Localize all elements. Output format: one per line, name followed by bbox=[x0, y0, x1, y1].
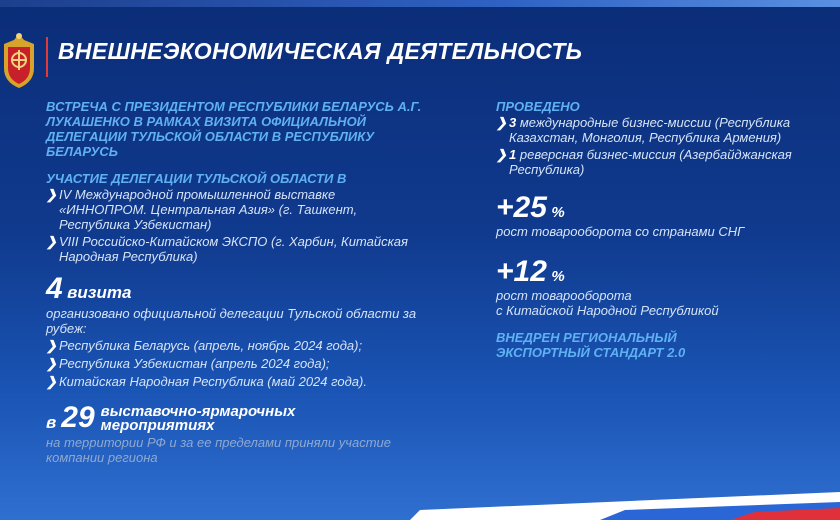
events-description: на территории РФ и за ее пределами приняли участие компании региона bbox=[46, 435, 391, 465]
stat-cis-unit: % bbox=[551, 204, 565, 221]
export-standard-heading: ВНЕДРЕН РЕГИОНАЛЬНЫЙ ЭКСПОРТНЫЙ СТАНДАРТ 2.0 bbox=[496, 330, 686, 360]
events-word: выставочно-ярмарочных мероприятиях bbox=[100, 403, 296, 434]
chevron-right-icon: ❯ bbox=[46, 187, 57, 202]
chevron-right-icon: ❯ bbox=[46, 356, 57, 371]
stat-cis-value: +25 bbox=[496, 191, 547, 224]
chevron-right-icon: ❯ bbox=[496, 147, 507, 162]
stat-china bbox=[496, 257, 836, 287]
events-prefix: в bbox=[46, 413, 57, 432]
page-title: ВНЕШНЕЭКОНОМИЧЕСКАЯ ДЕЯТЕЛЬНОСТЬ bbox=[58, 38, 583, 64]
stat-china-value: +12 bbox=[496, 255, 547, 288]
visits-word: визита bbox=[67, 283, 132, 302]
title-separator bbox=[46, 37, 48, 77]
stat-china-unit: % bbox=[551, 268, 565, 285]
list-item: ❯ 3 международные бизнес-миссии (Республика Казахстан, Монголия, Республика Армения) bbox=[496, 115, 791, 145]
chevron-right-icon: ❯ bbox=[46, 338, 57, 353]
stat-china-description-line2: с Китайской Народной Республикой bbox=[496, 303, 719, 318]
tricolor-swoosh bbox=[410, 488, 840, 520]
events-number: 29 bbox=[61, 401, 95, 434]
list-item: ❯ IV Международной промышленной выставке «ИННОПРОМ. Центральная Азия» (г. Ташкент, Республика Узбекистан) bbox=[46, 187, 358, 232]
list-item: ❯ VIII Российско-Китайском ЭКСПО (г. Харбин, Китайская Народная Республика) bbox=[46, 234, 408, 264]
participation-heading: УЧАСТИЕ ДЕЛЕГАЦИИ ТУЛЬСКОЙ ОБЛАСТИ В bbox=[46, 171, 347, 186]
top-gradient-bar bbox=[0, 0, 840, 7]
list-item: ❯ 1 реверсная бизнес-миссия (Азербайджанская Республика) bbox=[496, 147, 792, 177]
events-stat bbox=[46, 403, 426, 433]
stat-cis-description: рост товарооборота со странами СНГ bbox=[496, 224, 745, 239]
chevron-right-icon: ❯ bbox=[46, 374, 57, 389]
stat-cis bbox=[496, 193, 836, 223]
conducted-heading: ПРОВЕДЕНО bbox=[496, 99, 580, 114]
visits-stat bbox=[46, 274, 426, 304]
left-column bbox=[46, 99, 426, 465]
stat-china-description-line1: рост товарооборота bbox=[496, 288, 632, 303]
meeting-heading: ВСТРЕЧА С ПРЕЗИДЕНТОМ РЕСПУБЛИКИ БЕЛАРУСЬ А.Г. ЛУКАШЕНКО В РАМКАХ ВИЗИТА ОФИЦИАЛЬНОЙ ДЕЛЕГАЦИИ ТУЛЬСКОЙ ОБЛАСТИ В РЕСПУБЛИКУ БЕЛАРУСЬ bbox=[46, 99, 422, 159]
coat-of-arms-icon bbox=[0, 30, 38, 90]
chevron-right-icon: ❯ bbox=[46, 234, 57, 249]
list-item: ❯ Республика Беларусь (апрель, ноябрь 2024 года); bbox=[46, 338, 363, 353]
visits-number: 4 bbox=[46, 272, 63, 305]
chevron-right-icon: ❯ bbox=[496, 115, 507, 130]
right-column bbox=[496, 99, 836, 360]
list-item: ❯ Китайская Народная Республика (май 2024 года). bbox=[46, 374, 367, 389]
visits-description: организовано официальной делегации Тульской области за рубеж: bbox=[46, 306, 417, 336]
list-item: ❯ Республика Узбекистан (апрель 2024 года); bbox=[46, 356, 330, 371]
